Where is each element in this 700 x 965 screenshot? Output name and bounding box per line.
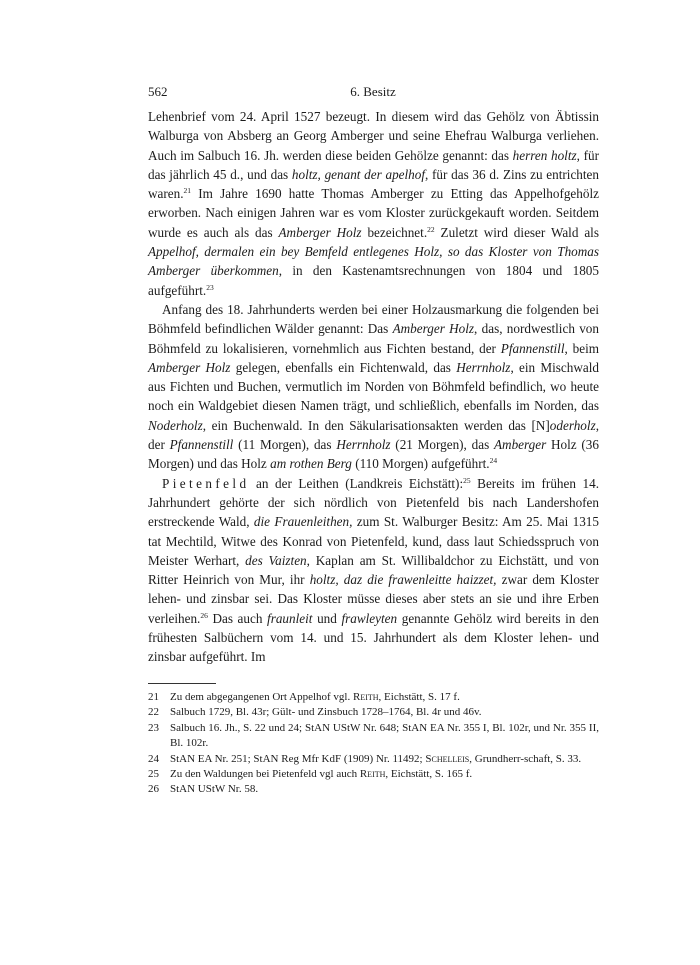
footnote-text: , Eichstätt, S. 17 f. xyxy=(378,691,460,703)
footnote-text: , Grundherr-schaft, S. 33. xyxy=(469,752,582,765)
footnote-number: 25 xyxy=(148,768,159,781)
footnote xyxy=(148,752,599,767)
page-number: 562 xyxy=(148,84,168,99)
footnote-text: Zu dem abgegangenen Ort Appelhof vgl. xyxy=(170,691,351,703)
footnote xyxy=(148,721,599,752)
footnote-number: 21 xyxy=(148,691,159,703)
footnote-number: 23 xyxy=(148,721,159,734)
footnote-number: 24 xyxy=(148,752,159,765)
paragraph: Anfang des 18. Jahrhunderts werden bei einer Holzausmarkung die folgenden bei Böhmfeld befindlichen Wälder genannt: Das Amberger Holz, das, nordwestlich von Böhmfeld zu lokalisieren, vornehmlich aus Fichten bestand, der Pfannenstill, beim Amberger Holz gelegen, ebenfalls ein Fichtenwald, das Herrnholz, ein Mischwald aus Fichten und Buchen, vermutlich im Norden von Böhmfeld befindlich, wo heute noch ein Waldgebiet diesen Namen trägt, und schließlich, ebenfalls im Norden, das Noderholz, ein Buchenwald. In den Säkularisationsakten werden das [N]oderholz, der Pfannenstill (11 Morgen), das Herrnholz (21 Morgen), das Amberger Holz (36 Morgen) und das Holz am rothen Berg (110 Morgen) aufgeführt.$^{24}$ xyxy=(148,301,600,472)
footnote-author: Schelleis xyxy=(425,752,470,765)
footnotes xyxy=(148,690,599,798)
footnote-text: Salbuch 1729, Bl. 43r; Gült- und Zinsbuch 1728–1764, Bl. 4r und 46v. xyxy=(170,706,482,719)
footnote-text: Salbuch 16. Jh., S. 22 und 24; StAN UStW Nr. 648; StAN EA Nr. 355 I, Bl. 102r, und Nr. 355 II, Bl. 102r. xyxy=(170,721,599,750)
paragraph: Pietenfeld an der Leithen (Landkreis Eichstätt):$^{25}$ Bereits im frühen 14. Jahrhundert gehörte der sich nördlich von Pietenfeld bis nach Landershofen erstreckende Wald, die Frauenleithen, zum St. Walburger Besitz: Am 25. Mai 1315 tat Mechtild, Witwe des Konrad von Pietenfeld, kund, dass laut Schiedsspruch von Meister Werhart, des Vaizten, Kaplan am St. Willibaldchor zu Eichstätt, und von Ritter Heinrich von Mur, ihr holtz, daz die frawenleitte haizzet, zwar dem Kloster lehen- und zinsbar sei. Das Kloster müsse dieses aber stets an sie und ihre Erben verleihen.$^{26}$ Das auch fraunleit und frawleyten genannte Gehölz wird bereits in den frühesten Salbüchern vom 14. und 15. Jahrhundert als dem Kloster lehen- und zinsbar aufgeführt. Im xyxy=(148,475,599,665)
page-header xyxy=(148,84,598,102)
footnote-text: , Eichstätt, S. 165 f. xyxy=(385,768,473,781)
footnote-rule xyxy=(148,683,216,684)
footnote xyxy=(148,705,599,720)
footnote-author: Reith xyxy=(352,691,379,703)
footnote-text: StAN UStW Nr. 58. xyxy=(170,783,259,796)
footnote-author: Reith xyxy=(359,768,386,781)
footnote-number: 26 xyxy=(148,783,159,796)
footnote xyxy=(148,767,599,782)
body-text xyxy=(148,107,599,667)
footnote-text: StAN EA Nr. 251; StAN Reg Mfr KdF (1909) Nr. 11492; xyxy=(170,752,423,765)
footnote xyxy=(148,690,599,705)
footnote-text: Zu den Waldungen bei Pietenfeld vgl auch xyxy=(170,768,358,781)
running-title: 6. Besitz xyxy=(350,84,396,99)
footnote-number: 22 xyxy=(148,706,159,719)
paragraph: Lehenbrief vom 24. April 1527 bezeugt. In diesem wird das Gehölz von Äbtissin Walburga von Absberg an Georg Amberger und seine Ehefrau Walburga verliehen. Auch im Salbuch 16. Jh. werden diese beiden Gehölze genannt: das herren holtz, für das jährlich 45 d., und das holtz, genant der apelhof, für das 36 d. Zins zu entrichten waren.$^{21}$ Im Jahre 1690 hatte Thomas Amberger zu Etting das Appelhofgehölz erworben. Nach einigen Jahren war es vom Kloster zurückgekauft worden. Seitdem wurde es auch als das Amberger Holz bezeichnet.$^{22}$ Zuletzt wird dieser Wald als Appelhof, dermalen ein bey Bemfeld entlegenes Holz, so das Kloster von Thomas Amberger überkommen, in den Kastenamtsrechnungen von 1804 und 1805 aufgeführt.$^{23}$ xyxy=(148,109,599,298)
footnote xyxy=(148,782,599,797)
